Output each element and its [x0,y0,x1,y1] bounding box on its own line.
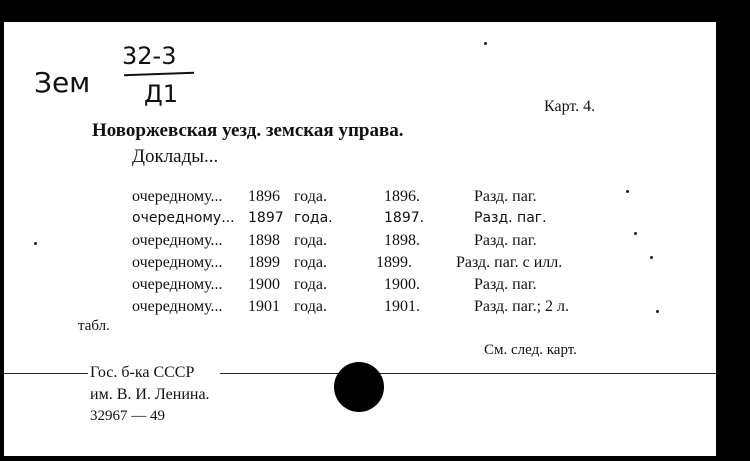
ink-speck [484,42,487,45]
entry-year: 1897 [248,210,284,226]
catalog-card [4,22,716,456]
punch-hole [334,362,384,412]
ink-speck [650,256,653,259]
entry-note: Разд. паг. [474,232,537,249]
entry-year-word: года. [294,188,327,205]
card-subheading: Доклады... [132,146,219,167]
see-next-card: См. след. карт. [484,342,577,358]
entry-row [4,188,716,210]
entry-row [4,210,716,232]
shelfmark-prefix: Зем [34,66,91,99]
shelfmark-fraction-line [124,72,194,76]
library-stamp-line2: им. В. И. Ленина. [90,386,210,403]
entry-year-word: года. [294,298,327,315]
card-number: Карт. 4. [544,98,596,115]
entry-year: 1899 [248,254,280,271]
entry-year: 1898 [248,232,280,249]
entry-label: очередному... [132,210,235,226]
ink-speck [626,190,629,193]
entry-row [4,276,716,298]
shelfmark-subcode: Д1 [144,80,179,108]
entry-year-repeat: 1901. [384,298,420,315]
entry-year-word: года. [294,210,333,226]
entry-year-repeat: 1897. [384,210,425,226]
entry-note: Разд. паг.; 2 л. [474,298,570,315]
entry-note: Разд. паг. [474,188,537,205]
entry-label: очередному... [132,254,223,271]
library-stamp-line1: Гос. б-ка СССР [90,364,195,381]
shelfmark-number: 32-3 [122,42,177,70]
ink-speck [34,242,37,245]
entry-row [4,232,716,254]
entry-label: очередному... [132,298,223,315]
entry-row [4,298,716,320]
entry-year-repeat: 1898. [384,232,420,249]
entry-note: Разд. паг. [474,210,547,226]
entry-label: очередному... [132,188,223,205]
continuation-text: табл. [78,318,110,334]
entry-note: Разд. паг. [474,276,537,293]
entry-label: очередному... [132,276,223,293]
ink-speck [634,232,637,235]
entry-year-word: года. [294,232,327,249]
entry-year-repeat: 1900. [384,276,420,293]
entry-year: 1901 [248,298,280,315]
inventory-number: 32967 — 49 [90,408,165,424]
entry-label: очередному... [132,232,223,249]
ink-speck [656,310,659,313]
entry-year-repeat: 1899. [376,254,412,271]
entry-row [4,254,716,276]
entry-note: Разд. паг. с илл. [456,254,563,271]
divider-line-right [220,373,716,374]
entry-year: 1896 [248,188,280,205]
entry-year: 1900 [248,276,280,293]
entry-year-word: года. [294,254,327,271]
divider-line-left [4,373,88,374]
entry-year-repeat: 1896. [384,188,420,205]
card-heading: Новоржевская уезд. земская управа. [92,120,404,141]
entry-year-word: года. [294,276,327,293]
